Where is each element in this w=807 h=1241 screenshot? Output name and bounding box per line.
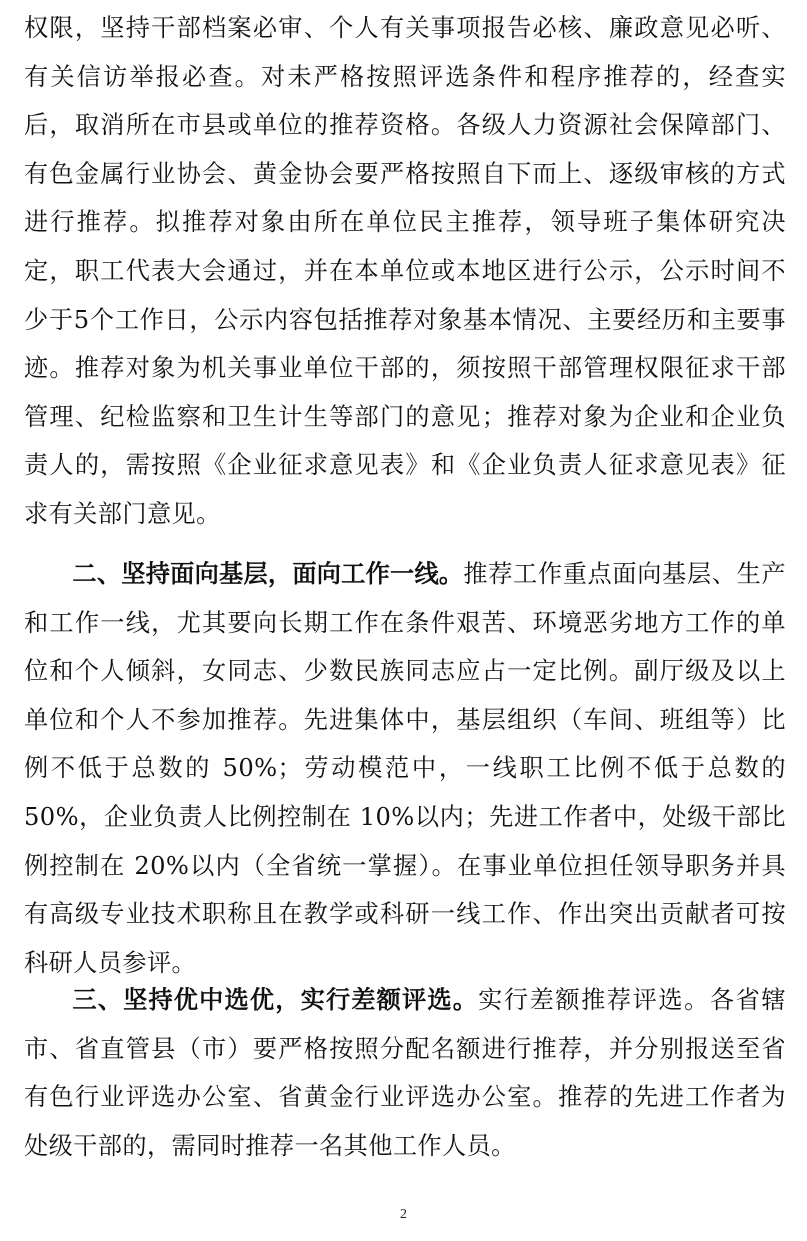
page-number: 2 [400,1207,407,1222]
section-heading-2: 二、坚持面向基层，面向工作一线。 [72,560,464,588]
paragraph-2-text: 推荐工作重点面向基层、生产和工作一线，尤其要向长期工作在条件艰苦、环境恶劣地方工作的单位和个人倾斜，女同志、少数民族同志应占一定比例。副厅级及以上单位和个人不参加推荐。先进集体中，基层组织（车间、班组等）比例不低于总数的 50%；劳动模范中，一线职工比例不低于总数的 50%，企业负责人比例控制在 10%以内；先进工作者中，处级干部比例控制在 20%以内（全省统一掌握）。在事业单位担任领导职务并具有高级专业技术职称且在教学或科研一线工作、作出突出贡献者可按科研人员参评。 [24,560,786,977]
paragraph-3-text: 实行差额推荐评选。各省辖市、省直管县（市）要严格按照分配名额进行推荐，并分别报送至省有色行业评选办公室、省黄金行业评选办公室。推荐的先进工作者为处级干部的，需同时推荐一名其他工作人员。 [24,986,786,1160]
section-heading-3: 三、坚持优中选优，实行差额评选。 [72,986,479,1014]
paragraph-1-text: 权限，坚持干部档案必审、个人有关事项报告必核、廉政意见必听、有关信访举报必查。对未严格按照评选条件和程序推荐的，经查实后，取消所在市县或单位的推荐资格。各级人力资源社会保障部门、有色金属行业协会、黄金协会要严格按照自下而上、逐级审核的方式进行推荐。拟推荐对象由所在单位民主推荐，领导班子集体研究决定，职工代表大会通过，并在本单位或本地区进行公示，公示时间不少于5个工作日，公示内容包括推荐对象基本情况、主要经历和主要事迹。推荐对象为机关事业单位干部的，须按照干部管理权限征求干部管理、纪检监察和卫生计生等部门的意见；推荐对象为企业和企业负责人的，需按照《企业征求意见表》和《企业负责人征求意见表》征求有关部门意见。 [24,14,786,528]
paragraph-grassroots [24,550,786,987]
paragraph-selection [24,976,786,1170]
paragraph-continued [24,4,786,539]
